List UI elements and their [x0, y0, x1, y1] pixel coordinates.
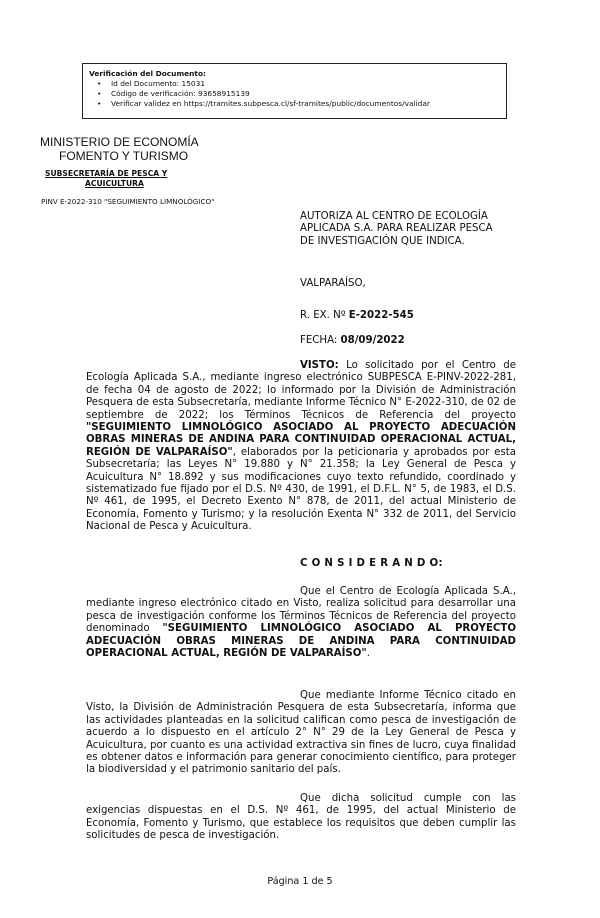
visto-project-name: "SEGUIMIENTO LIMNOLÓGICO ASOCIADO AL PROYECTO ADECUACIÓN OBRAS MINERAS DE ANDINA PARA CONTINUIDAD OPERACIONAL ACTUAL, REGIÓN DE VALPARAÍSO": [86, 422, 516, 458]
verification-box: [82, 63, 507, 119]
subsecretaria-line-1: SUBSECRETARÍA DE PESCA Y: [45, 169, 168, 178]
resolution-number: [300, 310, 414, 322]
verification-code: • Código de verificación: 93658915139: [111, 89, 506, 99]
verification-title: Verificación del Documento:: [89, 69, 206, 78]
visto-text: Lo solicitado por el Centro de Ecología Aplicada S.A., mediante ingreso electrónico SUBPESCA E-PINV-2022-281, de fecha 04 de agosto de 2022; lo informado por la División de Administración Pesquera de esta Subsecretaría, mediante Informe Técnico N° E-2022-310, de 02 de septiembre de 2022; los Términos Técnicos de Referencia del proyecto: [86, 360, 516, 421]
visto-section: [86, 360, 516, 534]
place: VALPARAÍSO,: [300, 278, 366, 289]
subsecretaria-line-2: ACUICULTURA: [85, 179, 144, 188]
ministry-line-2: FOMENTO Y TURISMO: [59, 149, 189, 163]
resolution-date: [300, 335, 405, 347]
considerando-heading: C O N S I D E R A N D O:: [300, 558, 443, 569]
considerando-1-end: .: [366, 648, 370, 660]
considerando-1-text: Que el Centro de Ecología Aplicada S.A., mediante ingreso electrónico citado en Visto, realiza solicitud para desarrollar una pesca de investigación conforme los Términos Técnicos de Referencia del proyecto denominado: [86, 586, 516, 635]
considerando-1-project-name: "SEGUIMIENTO LIMNOLÓGICO ASOCIADO AL PROYECTO ADECUACIÓN OBRAS MINERAS DE ANDINA PARA CONTINUIDAD OPERACIONAL ACTUAL, REGIÓN DE VALPARAÍSO": [86, 623, 516, 660]
subject-line-3: DE INVESTIGACIÓN QUE INDICA.: [300, 235, 465, 247]
ministry-line-1: MINISTERIO DE ECONOMÍA: [40, 135, 199, 149]
page-number: Página 1 de 5: [267, 876, 333, 887]
resolution-value: E-2022-545: [348, 310, 414, 321]
pinv-reference: PINV E-2022-310 "SEGUIMIENTO LIMNOLÓGICO": [41, 197, 215, 206]
verification-document-id: • Id del Documento: 15031: [111, 79, 506, 89]
visto-label: VISTO:: [300, 360, 339, 371]
subject-line-2: APLICADA S.A. PARA REALIZAR PESCA: [300, 223, 493, 235]
visto-text-continued: , elaborados por la peticionaria y aprobados por esta Subsecretaría; las Leyes N° 19.880 y N° 21.358; la Ley General de Pesca y Acuicultura N° 18.892 y sus modificaciones cuyo texto refundido, coordinado y sistematizado fue fijado por el D.S. Nº 430, de 1991, el D.F.L. N° 5, de 1983, el D.S. Nº 461, de 1995, el Decreto Exento N° 878, de 2011, del actual Ministerio de Economía, Fomento y Turismo; y la resolución Exenta N° 332 de 2011, del Servicio Nacional de Pesca y Acuicultura.: [86, 446, 516, 533]
considerando-paragraph-1: [86, 586, 516, 660]
resolution-label: R. EX. Nº: [300, 310, 349, 321]
considerando-paragraph-3: Que dicha solicitud cumple con las exigencias dispuestas en el D.S. Nº 461, de 1995, del actual Ministerio de Economía, Fomento y Turismo, que establece los requisitos que deben cumplir las solicitudes de pesca de investigación.: [86, 793, 516, 842]
considerando-paragraph-2: Que mediante Informe Técnico citado en Visto, la División de Administración Pesquera de esta Subsecretaría, informa que las actividades planteadas en la solicitud califican como pesca de investigación de acuerdo a lo dispuesto en el artículo 2° N° 29 de la Ley General de Pesca y Acuicultura, por cuanto es una actividad extractiva sin fines de lucro, cuya finalidad es obtener datos e información para generar conocimiento científico, para proteger la biodiversidad y el patrimonio sanitario del país.: [86, 690, 516, 776]
subject-line-1: AUTORIZA AL CENTRO DE ECOLOGÍA: [300, 211, 488, 222]
verification-list: [89, 79, 506, 109]
verification-url[interactable]: • Verificar validez en https://tramites.subpesca.cl/sf-tramites/public/documentos/validar: [111, 99, 506, 109]
resolution-subject: [300, 211, 520, 248]
date-label: FECHA:: [300, 335, 341, 346]
date-value: 08/09/2022: [340, 335, 405, 346]
